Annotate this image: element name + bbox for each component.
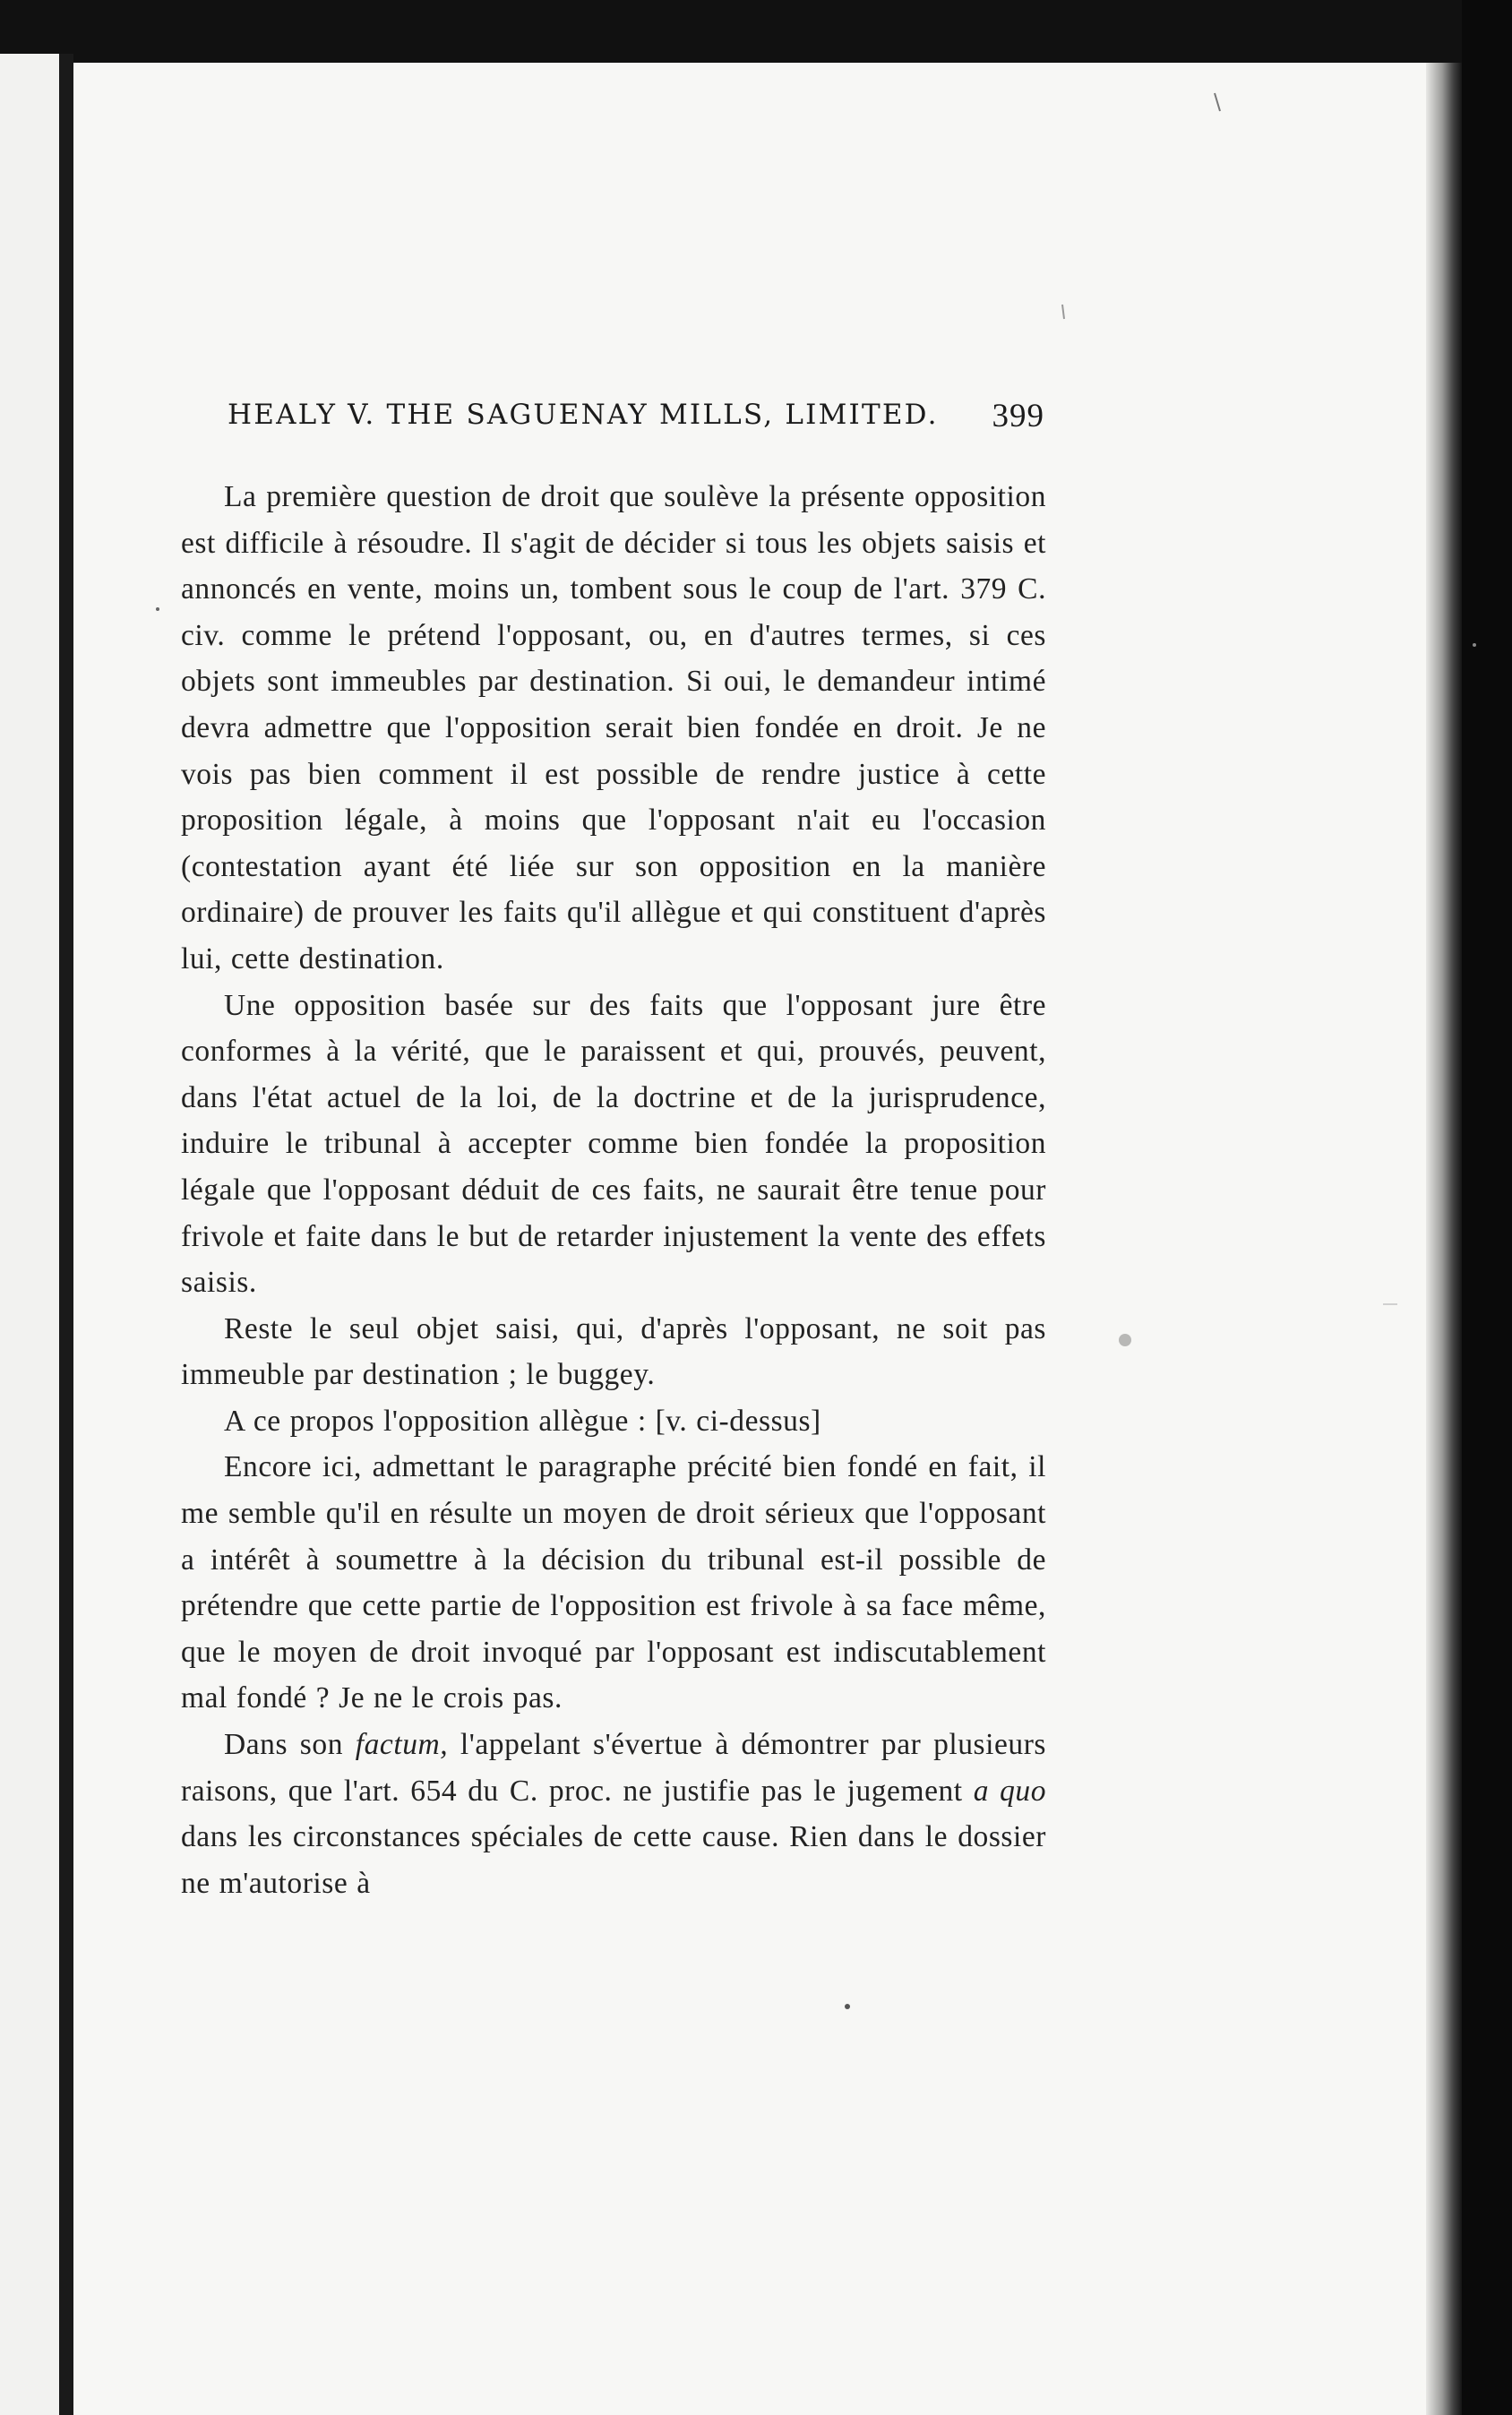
paragraph-6-italic-a-quo: a quo [973, 1774, 1047, 1808]
page-header [228, 397, 1044, 440]
paragraph-6-italic-factum: factum, [355, 1728, 449, 1762]
paragraph-6-text-a: Dans son [224, 1728, 356, 1762]
paragraph-3: Reste le seul objet saisi, qui, d'après l'opposant, ne soit pas immeuble par destination ; le buggey. [181, 1311, 1046, 1392]
previous-page-edge [0, 54, 59, 2415]
paragraph-1: La première question de droit que soulève la présente opposition est difficile à résoudre. Il s'agit de décider si tous les objets saisis et annoncés en vente, moins un, tombent sous le coup de l'art. 379 C. civ. comme le prétend l'opposant, ou, en d'autres termes, si ces objets sont immeubles par destination. Si oui, le demandeur intimé devra admettre que l'opposition serait bien fondée en droit. Je ne vois pas bien comment il est possible de rendre justice à cette proposition légale, à moins que l'opposant n'ait eu l'occasion (contestation ayant été liée sur son opposition en la manière ordinaire) de prouver les faits qu'il allègue et qui constituent d'après lui, cette destination. [181, 480, 1046, 975]
book-gutter [59, 54, 73, 2415]
paragraph-6 [181, 1722, 1046, 1906]
paragraph-6-text-c: dans les circonstances spéciales de cette cause. Rien dans le dossier ne m'autorise à [181, 1820, 1046, 1900]
page-number: 399 [992, 398, 1044, 434]
paragraph-6-text-b: l'appelant s'évertue à démontrer par plusieurs raisons, que l'art. 654 du C. proc. ne justifie pas le jugement [181, 1728, 1047, 1808]
scan-right-border [1462, 0, 1512, 2415]
running-head: HEALY V. THE SAGUENAY MILLS, LIMITED. [228, 399, 939, 431]
paragraph-5: Encore ici, admettant le paragraphe précité bien fondé en fait, il me semble qu'il en résulte un moyen de droit sérieux que l'opposant a intérêt à soumettre à la décision du tribunal est-il possible de prétendre que cette partie de l'opposition est frivole à sa face même, que le moyen de droit invoqué par l'opposant est indiscutablement mal fondé ? Je ne le crois pas. [181, 1450, 1046, 1715]
scan-top-border [0, 0, 1512, 72]
paragraph-2: Une opposition basée sur des faits que l'opposant jure être conformes à la vérité, que le paraissent et qui, prouvés, peuvent, dans l'état actuel de la loi, de la doctrine et de la jurisprudence, induire le tribunal à accepter comme bien fondée la proposition légale que l'opposant déduit de ces faits, ne saurait être tenue pour frivole et faite dans le but de retarder injustement la vente des effets saisis. [181, 988, 1046, 1300]
paragraph-4: A ce propos l'opposition allègue : [v. ci-dessus] [224, 1404, 821, 1438]
page-right-edge [1426, 63, 1462, 2415]
body-text [181, 474, 1046, 1906]
